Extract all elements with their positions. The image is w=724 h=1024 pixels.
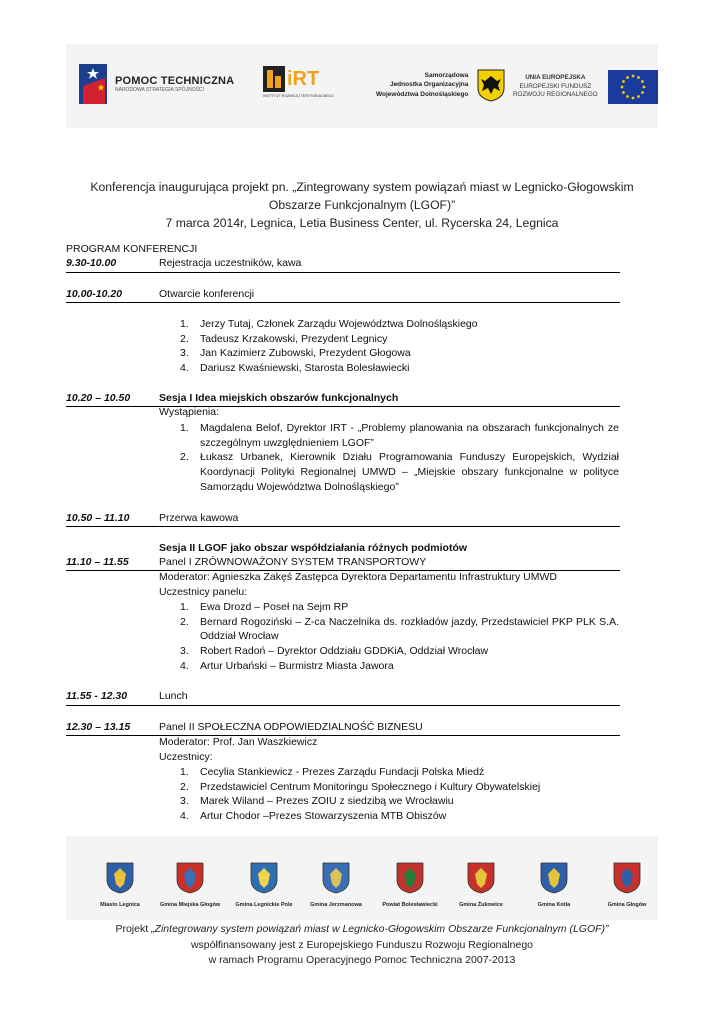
list-item: 2. Bernard Rogoziński – Z-ca Naczelnika ds. rozkładów jazdy, Przedstawiciel PKP PLK S.A. Oddział Wrocław bbox=[180, 615, 619, 643]
divider bbox=[66, 406, 620, 407]
coat-of-arms-icon bbox=[613, 862, 641, 894]
coat-label: Gmina Jerzmanowa bbox=[310, 902, 362, 908]
sub-s5: Uczestnicy panelu: bbox=[159, 586, 248, 598]
time-s3: 10.20 – 10.50 bbox=[66, 392, 131, 404]
list-item: 4. Artur Chodor –Prezes Stowarzyszenia MTB Obiszów bbox=[180, 810, 447, 823]
footer-prefix: Projekt bbox=[115, 923, 152, 935]
jo-line2: Jednostka Organizacyjna bbox=[389, 81, 469, 89]
desc-s5: Panel I ZRÓWNOWAŻONY SYSTEM TRANSPORTOWY bbox=[159, 556, 427, 568]
desc-s6: Lunch bbox=[159, 690, 188, 702]
pomoc-techniczna-flag-icon bbox=[79, 64, 107, 104]
speakers-list-s7 bbox=[159, 765, 619, 824]
list-item: 2. Tadeusz Krzakowski, Prezydent Legnicy bbox=[180, 332, 388, 345]
coat-of-arms-icon bbox=[250, 862, 278, 894]
dolnoslaskie-eagle-icon bbox=[476, 68, 506, 102]
coat-label: Gmina Żukowice bbox=[459, 902, 503, 908]
title-line-3: 7 marca 2014r, Legnica, Letia Business Center, ul. Rycerska 24, Legnica bbox=[165, 216, 559, 230]
coat-label: Powiat Bolesławiecki bbox=[382, 902, 438, 908]
desc-s2: Otwarcie konferencji bbox=[159, 288, 255, 300]
time-s2: 10.00-10.20 bbox=[66, 288, 123, 300]
list-item: 3. Marek Wiland – Prezes ZOIU z siedzibą we Wrocławiu bbox=[180, 795, 454, 808]
session-s5: Sesja II LGOF jako obszar współdziałania różnych podmiotów bbox=[159, 542, 468, 554]
time-s1: 9.30-10.00 bbox=[66, 257, 117, 269]
coat-of-arms-icon bbox=[396, 862, 424, 894]
time-s4: 10.50 – 11.10 bbox=[66, 512, 130, 524]
title-line-2: Obszarze Funkcjonalnym (LGOF)” bbox=[268, 198, 456, 212]
coat-of-arms bbox=[524, 862, 584, 908]
footer-line-1 bbox=[60, 922, 664, 938]
desc-s4: Przerwa kawowa bbox=[159, 512, 239, 524]
coat-of-arms bbox=[160, 862, 220, 908]
eu-line3: ROZWOJU REGIONALNEGO bbox=[513, 91, 598, 99]
coat-label: Gmina Kotla bbox=[537, 902, 571, 908]
coat-of-arms-icon bbox=[540, 862, 568, 894]
divider bbox=[66, 705, 620, 706]
eu-line1: UNIA EUROPEJSKA bbox=[525, 74, 586, 82]
coat-of-arms-icon bbox=[322, 862, 350, 894]
list-item: 4. Artur Urbański – Burmistrz Miasta Jawora bbox=[180, 659, 394, 672]
list-item: 4. Dariusz Kwaśniewski, Starosta Bolesławiecki bbox=[180, 362, 410, 375]
eu-line2: EUROPEJSKI FUNDUSZ bbox=[519, 82, 592, 90]
desc-s7: Panel II SPOŁECZNA ODPOWIEDZIALNOŚĆ BIZNESU bbox=[159, 721, 423, 733]
desc-s3: Sesja I Idea miejskich obszarów funkcjonalnych bbox=[159, 392, 399, 404]
sub-s7: Uczestnicy: bbox=[159, 751, 213, 763]
list-item: 3. Robert Radoń – Dyrektor Oddziału GDDKiA, Oddział Wrocław bbox=[180, 645, 489, 658]
coat-label: Gmina Głogów bbox=[607, 902, 647, 908]
desc-s1: Rejestracja uczestników, kawa bbox=[159, 257, 302, 269]
coat-of-arms bbox=[380, 862, 440, 908]
footer-project: „Zintegrowany system powiązań miast w Legnicko-Głogowskim Obszarze Funkcjonalnym (LGOF)” bbox=[151, 923, 609, 935]
list-item: 1. Jerzy Tutaj, Członek Zarządu Województwa Dolnośląskiego bbox=[180, 318, 478, 330]
footer bbox=[60, 922, 664, 969]
speakers-list-s3 bbox=[159, 421, 619, 495]
coat-label: Gmina Legnickie Pole bbox=[235, 902, 293, 908]
pomoc-techniczna-subtitle: NARODOWA STRATEGIA SPÓJNOŚCI bbox=[115, 87, 204, 93]
jo-line1: Samorządowa bbox=[424, 71, 469, 79]
list-item: 3. Jan Kazimierz Zubowski, Prezydent Głogowa bbox=[180, 347, 411, 360]
list-item: 1. Magdalena Belof, Dyrektor IRT - „Problemy planowania na obszarach funkcjonalnych ze szczególnym uwzględnieniem LGOF” bbox=[180, 422, 619, 449]
list-item: 2. Przedstawiciel Centrum Monitoringu Społecznego i Kultury Obywatelskiej bbox=[180, 780, 541, 793]
footer-line-3: w ramach Programu Operacyjnego Pomoc Techniczna 2007-2013 bbox=[208, 954, 516, 966]
jo-line3: Województwa Dolnośląskiego bbox=[376, 90, 469, 98]
irt-subtitle: INSTYTUT ROZWOJU TERYTORIALNEGO bbox=[263, 94, 334, 98]
eu-flag-icon bbox=[608, 70, 658, 104]
divider bbox=[66, 272, 620, 273]
coat-of-arms bbox=[306, 862, 366, 908]
title-line-1: Konferencja inaugurująca projekt pn. „Zintegrowany system powiązań miast w Legnicko-Głogowskim bbox=[90, 180, 634, 194]
moderator-s7: Moderator: Prof. Jan Waszkiewicz bbox=[159, 736, 318, 748]
list-item: 1. Cecylia Stankiewicz - Prezes Zarządu Fundacji Polska Miedź bbox=[180, 766, 485, 778]
header-logo-band bbox=[66, 44, 658, 128]
coat-label: Miasto Legnica bbox=[100, 902, 140, 908]
eu-logo bbox=[513, 70, 658, 104]
pomoc-techniczna-title: POMOC TECHNICZNA bbox=[115, 75, 235, 87]
divider bbox=[66, 735, 620, 736]
coat-of-arms bbox=[451, 862, 511, 908]
divider bbox=[66, 526, 620, 527]
irt-name: iRT bbox=[287, 67, 320, 90]
jo-logo bbox=[376, 68, 506, 102]
time-s7: 12.30 – 13.15 bbox=[66, 721, 131, 733]
time-s5: 11.10 – 11.55 bbox=[66, 556, 129, 568]
coat-of-arms-icon bbox=[106, 862, 134, 894]
pomoc-techniczna-logo bbox=[79, 64, 234, 104]
list-item: 1. Ewa Drozd – Poseł na Sejm RP bbox=[180, 601, 349, 613]
coat-of-arms-icon bbox=[467, 862, 495, 894]
coat-of-arms-icon bbox=[176, 862, 204, 894]
coat-of-arms bbox=[597, 862, 657, 908]
footer-line-2: współfinansowany jest z Europejskiego Funduszu Rozwoju Regionalnego bbox=[190, 938, 534, 951]
sub-s3: Wystąpienia: bbox=[159, 406, 220, 418]
divider bbox=[66, 302, 620, 303]
conference-title bbox=[60, 178, 664, 232]
coat-of-arms bbox=[90, 862, 150, 908]
program-heading: PROGRAM KONFERENCJI bbox=[66, 243, 198, 255]
coat-of-arms bbox=[234, 862, 294, 908]
speakers-list-s5 bbox=[159, 600, 619, 674]
irt-mark-icon bbox=[263, 66, 285, 92]
moderator-s5: Moderator: Agnieszka Zakęś Zastępca Dyrektora Departamentu Infrastruktury UMWD bbox=[159, 571, 557, 583]
irt-logo bbox=[263, 66, 334, 98]
coat-label: Gmina Miejska Głogów bbox=[160, 902, 221, 908]
speakers-list-s2 bbox=[159, 317, 619, 376]
list-item: 2. Łukasz Urbanek, Kierownik Działu Programowania Funduszy Europejskich, Wydział Koordynacji Polityki Regionalnej UMWD – „Miejskie obszary funkcjonalne w polityce Samorządu Województwa Dolnośląskiego” bbox=[180, 451, 619, 493]
time-s6: 11.55 - 12.30 bbox=[66, 690, 128, 702]
